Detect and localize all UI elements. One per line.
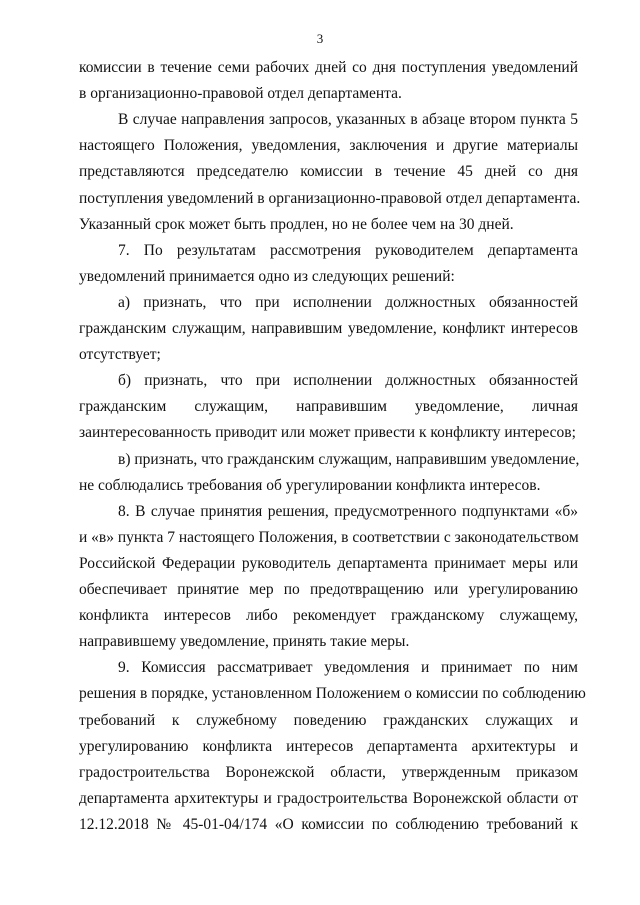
text-line: настоящего Положения, уведомления, заключения и другие материалы [79,137,578,155]
page-number: 3 [316,31,324,46]
text-line: 8. В случае принятия решения, предусмотренного подпунктами «б» [118,502,578,520]
text-line: Указанный срок может быть продлен, но не более чем на 30 дней. [79,215,514,233]
text-line: урегулированию конфликта интересов департамента архитектуры и [79,737,578,755]
text-line: заинтересованность приводит или может привести к конфликту интересов; [79,424,576,442]
text-line: обеспечивает принятие мер по предотвращению или урегулированию [79,581,578,598]
text-line: в) признать, что гражданским служащим, направившим уведомление, [118,450,580,468]
text-line: а) признать, что при исполнении должностных обязанностей [118,293,578,311]
text-line: комиссии в течение семи рабочих дней со дня поступления уведомлений [79,59,578,76]
text-line: в организационно-правовой отдел департамента. [79,85,402,103]
text-line: Российской Федерации руководитель департамента принимает меры или [79,554,578,572]
text-line: департамента архитектуры и градостроительства Воронежской области от [79,789,578,807]
text-line: гражданским служащим, направившим уведомление, конфликт интересов [79,320,578,337]
text-line: и «в» пункта 7 настоящего Положения, в соответствии с законодательством [79,528,579,546]
text-line: поступления уведомлений в организационно-правовой отдел департамента. [79,189,581,207]
text-line: уведомлений принимается одно из следующих решений: [79,267,455,285]
text-line: градостроительства Воронежской области, утвержденным приказом [79,763,578,781]
text-line: 7. По результатам рассмотрения руководителем департамента [118,241,578,259]
text-line: требований к служебному поведению гражданских служащих и [79,711,578,729]
text-line: 9. Комиссия рассматривает уведомления и принимает по ним [118,659,578,677]
text-line: гражданским служащим, направившим уведомление, личная [79,398,578,416]
text-line: не соблюдались требования об урегулировании конфликта интересов. [79,476,541,494]
text-line: конфликта интересов либо рекомендует гражданскому служащему, [79,607,578,625]
text-line: решения в порядке, установленном Положением о комиссии по соблюдению [79,685,586,703]
text-line: б) признать, что при исполнении должностных обязанностей [118,372,578,390]
text-line: направившему уведомление, принять такие меры. [79,633,410,651]
text-line: 12.12.2018 № 45-01-04/174 «О комиссии по соблюдению требований к [79,815,578,833]
text-line: отсутствует; [79,346,161,364]
text-line: В случае направления запросов, указанных в абзаце втором пункта 5 [118,111,578,129]
text-line: представляются председателю комиссии в течение 45 дней со дня [79,163,578,181]
